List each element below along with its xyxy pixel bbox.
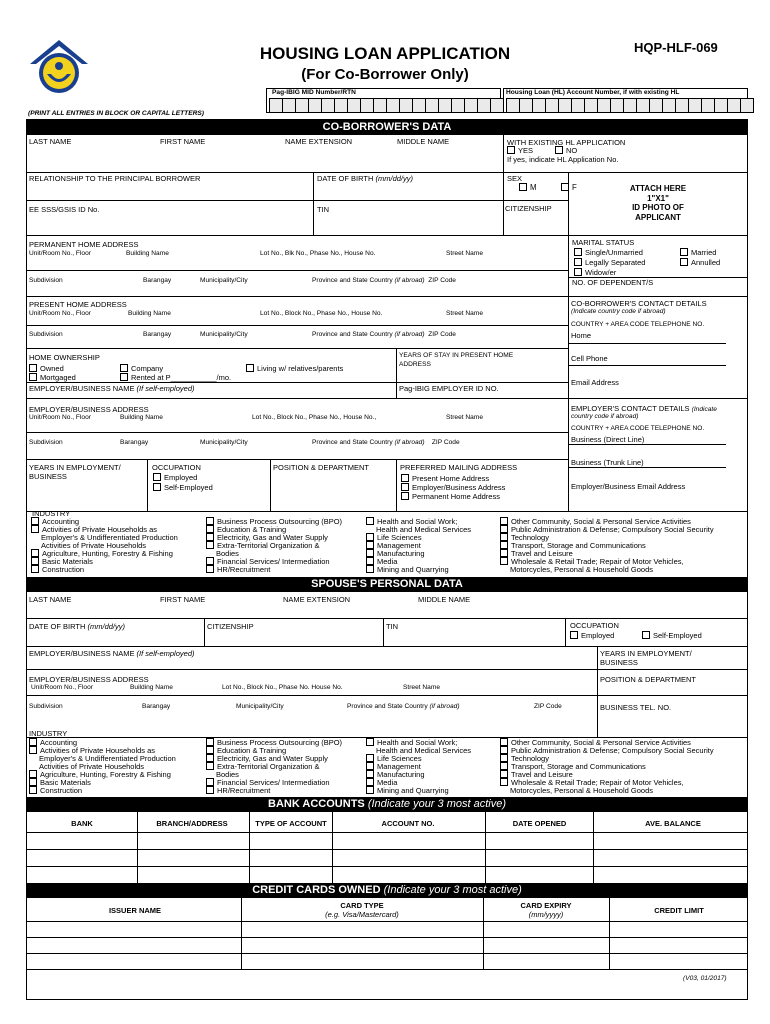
hl-number-label: Housing Loan (HL) Account Number, if with existing HL — [506, 89, 680, 96]
sp-middle-name-label: MIDDLE NAME — [418, 595, 471, 604]
industry-item[interactable]: Management — [366, 541, 421, 550]
marital-annulled[interactable]: Annulled — [680, 258, 720, 267]
mid-number-label: Pag-IBIG MID Number/RTN — [272, 89, 356, 96]
dependents-label: NO. OF DEPENDENT/S — [572, 278, 654, 287]
yes-checkbox[interactable] — [507, 146, 515, 154]
industry-item[interactable]: Manufacturing — [366, 770, 425, 779]
industry-item-cont: Motorcycles, Personal & Household Goods — [510, 786, 653, 795]
form-code: HQP-HLF-069 — [634, 40, 718, 55]
employer-name-label: EMPLOYER/BUSINESS NAME (If self-employed) — [29, 384, 195, 393]
sex-f[interactable]: F — [561, 183, 577, 192]
emp-municipality-label: Municipality/City — [200, 439, 248, 446]
emp-lot-label: Lot No., Block No., Phase No., House No., — [252, 414, 377, 421]
perm-province-label: Province and State Country (if abroad) ZIP Code — [312, 277, 456, 284]
card-col-type: CARD TYPE — [340, 901, 384, 910]
present-subdivision-label: Subdivision — [29, 331, 63, 338]
marital-label: MARITAL STATUS — [572, 238, 635, 247]
married-checkbox[interactable] — [680, 248, 688, 256]
pagibig-employer-id-label: Pag-IBIG EMPLOYER ID NO. — [399, 384, 499, 393]
sp-street-label: Street Name — [403, 684, 441, 691]
ownership-company[interactable]: Company — [120, 364, 163, 373]
industry-item[interactable]: Wholesale & Retail Trade; Repair of Motor Vehicles, — [500, 557, 684, 566]
industry-item[interactable]: Accounting — [31, 517, 79, 526]
bank-col-date: DATE OPENED — [512, 819, 567, 828]
sp-unit-label: Unit/Room No., Floor — [31, 684, 93, 691]
bank-col-branch: BRANCH/ADDRESS — [156, 819, 228, 828]
emp-street-label: Street Name — [446, 414, 484, 421]
industry-item-cont: Employer's & Undifferentiated Production — [39, 754, 176, 763]
card-col-expiry-note: (mm/yyyy) — [528, 910, 564, 919]
perm-unit-label: Unit/Room No., Floor — [29, 250, 91, 257]
contact-note: (Indicate country code if abroad) — [571, 308, 666, 315]
print-note: (PRINT ALL ENTRIES IN BLOCK OR CAPITAL LETTERS) — [28, 110, 204, 117]
card-col-issuer: ISSUER NAME — [108, 906, 162, 915]
sex-m[interactable]: M — [519, 183, 537, 192]
industry-item-cont: Activities of Private Households — [39, 762, 145, 771]
sp-building-label: Building Name — [130, 684, 173, 691]
emp-province-label: Province and State Country (if abroad) ZIP Code — [312, 439, 460, 446]
ownership-rented[interactable]: Rented at P___________/mo. — [120, 373, 231, 382]
sp-tin-label: TIN — [386, 622, 399, 631]
ee-sss-label: EE SSS/GSIS ID No. — [29, 205, 100, 214]
rented-checkbox[interactable] — [120, 373, 128, 381]
country-area-label: COUNTRY + AREA CODE TELEPHONE NO. — [571, 321, 705, 328]
photo-box: ATTACH HERE 1"X1" ID PHOTO OF APPLICANT — [629, 184, 687, 222]
industry-item[interactable]: Media — [366, 778, 397, 787]
emp-contact-note: country code if abroad) — [571, 413, 639, 420]
form-subtitle: (For Co-Borrower Only) — [301, 66, 469, 83]
industry-item[interactable]: Agriculture, Hunting, Forestry & Fishing — [29, 770, 171, 779]
present-municipality-label: Municipality/City — [200, 331, 248, 338]
sp-province-label: Province and State Country (if abroad) — [347, 703, 460, 710]
industry-item[interactable]: Transport, Storage and Communications — [500, 541, 646, 550]
owned-checkbox[interactable] — [29, 364, 37, 372]
self-employed-checkbox[interactable] — [153, 483, 161, 491]
industry-item[interactable]: Extra-Territorial Organization & — [206, 762, 320, 771]
perm-barangay-label: Barangay — [143, 277, 172, 284]
perm-lot-label: Lot No., Blk No., Phase No., House No. — [260, 250, 376, 257]
mail-employer-checkbox[interactable] — [401, 483, 409, 491]
sp-bus-tel-label: BUSINESS TEL. NO. — [600, 703, 672, 712]
emp-building-label: Building Name — [120, 414, 163, 421]
occupation-label: OCCUPATION — [152, 463, 201, 472]
sp-first-name-label: FIRST NAME — [160, 595, 206, 604]
cards-section-title: CREDIT CARDS OWNED (Indicate your 3 most active) — [26, 883, 748, 898]
present-lot-label: Lot No., Block No., Phase No., House No. — [260, 310, 383, 317]
present-unit-label: Unit/Room No., Floor — [29, 310, 91, 317]
email-label: Email Address — [571, 378, 619, 387]
living-checkbox[interactable] — [246, 364, 254, 372]
years-emp-business-label: BUSINESS — [29, 472, 67, 481]
sp-zip-label: ZIP Code — [534, 703, 562, 710]
emp-barangay-label: Barangay — [120, 439, 149, 446]
sp-name-ext-label: NAME EXTENSION — [283, 595, 351, 604]
years-stay-address-label: ADDRESS — [399, 361, 431, 368]
industry-item[interactable]: Public Administration & Defense; Compulsory Social Security — [500, 746, 714, 755]
industry-item[interactable]: Education & Training — [206, 525, 286, 534]
industry-item[interactable]: Health and Social Work; — [366, 517, 457, 526]
cb-dob-label: DATE OF BIRTH (mm/dd/yy) — [317, 174, 413, 183]
sp-occ-employed[interactable]: Employed — [570, 631, 614, 640]
emp-country-area-label: COUNTRY + AREA CODE TELEPHONE NO. — [571, 425, 705, 432]
emp-contact-label: EMPLOYER'S CONTACT DETAILS (Indicate — [571, 404, 717, 413]
sp-lot-label: Lot No., Block No., Phase No. House No. — [222, 684, 343, 691]
no-checkbox[interactable] — [555, 146, 563, 154]
industry-item[interactable]: Activities of Private Households as — [29, 746, 155, 755]
mid-number-input[interactable] — [270, 98, 504, 113]
emp-address-label: EMPLOYER/BUSINESS ADDRESS — [29, 405, 149, 414]
industry-item[interactable]: HR/Recruitment — [206, 565, 270, 574]
industry-item[interactable]: Electricity, Gas and Water Supply — [206, 754, 328, 763]
bank-col-bank: BANK — [71, 819, 93, 828]
male-checkbox[interactable] — [519, 183, 527, 191]
present-province-label: Province and State Country (if abroad) ZIP Code — [312, 331, 456, 338]
sp-years-emp-label: YEARS IN EMPLOYMENT/ — [600, 649, 692, 658]
emp-unit-label: Unit/Room No., Floor — [29, 414, 91, 421]
cb-first-name-label: FIRST NAME — [160, 137, 206, 146]
marital-married[interactable]: Married — [680, 248, 716, 257]
marital-separated[interactable]: Legally Separated — [574, 258, 645, 267]
mail-present-checkbox[interactable] — [401, 474, 409, 482]
industry-item[interactable]: Mining and Quarrying — [366, 786, 449, 795]
ownership-owned[interactable]: Owned — [29, 364, 64, 373]
industry-item[interactable]: Travel and Leisure — [500, 770, 573, 779]
sp-occ-self[interactable]: Self-Employed — [642, 631, 702, 640]
position-label: POSITION & DEPARTMENT — [273, 463, 369, 472]
industry-item[interactable]: Wholesale & Retail Trade; Repair of Motor Vehicles, — [500, 778, 684, 787]
industry-item[interactable]: Education & Training — [206, 746, 286, 755]
industry-item[interactable]: Extra-Territorial Organization & — [206, 541, 320, 550]
relationship-label: RELATIONSHIP TO THE PRINCIPAL BORROWER — [29, 174, 201, 183]
industry-item[interactable]: Business Process Outsourcing (BPO) — [206, 738, 342, 747]
co-borrower-section-title: CO-BORROWER'S DATA — [26, 120, 748, 135]
sp-occupation-label: OCCUPATION — [570, 621, 619, 630]
present-address-label: PRESENT HOME ADDRESS — [29, 300, 127, 309]
perm-building-label: Building Name — [126, 250, 169, 257]
perm-address-label: PERMANENT HOME ADDRESS — [29, 240, 139, 249]
contact-label: CO-BORROWER'S CONTACT DETAILS — [571, 299, 707, 308]
separated-checkbox[interactable] — [574, 258, 582, 266]
industry-item[interactable]: Technology — [500, 754, 549, 763]
hl-number-input[interactable] — [507, 98, 754, 113]
pagibig-logo — [28, 38, 90, 96]
industry-label-2: INDUSTRY — [29, 729, 68, 738]
cell-phone-label: Cell Phone — [571, 354, 608, 363]
industry-item[interactable]: Transport, Storage and Communications — [500, 762, 646, 771]
single-checkbox[interactable] — [574, 248, 582, 256]
industry-item[interactable]: HR/Recruitment — [206, 786, 270, 795]
present-building-label: Building Name — [128, 310, 171, 317]
mailing-label: PREFERRED MAILING ADDRESS — [400, 463, 518, 472]
sp-employer-name-label: EMPLOYER/BUSINESS NAME (If self-employed) — [29, 649, 195, 658]
cb-middle-name-label: MIDDLE NAME — [397, 137, 450, 146]
industry-item[interactable]: Travel and Leisure — [500, 549, 573, 558]
mortgaged-checkbox[interactable] — [29, 373, 37, 381]
company-checkbox[interactable] — [120, 364, 128, 372]
mail-permanent[interactable]: Permanent Home Address — [401, 492, 500, 501]
industry-item[interactable]: Electricity, Gas and Water Supply — [206, 533, 328, 542]
industry-item[interactable]: Media — [366, 557, 397, 566]
sp-citizenship-label: CITIZENSHIP — [207, 622, 254, 631]
emp-email-label: Employer/Business Email Address — [571, 482, 686, 491]
years-stay-label: YEARS OF STAY IN PRESENT HOME — [399, 352, 514, 359]
ownership-living[interactable]: Living w/ relatives/parents — [246, 364, 343, 373]
cb-citizenship-label: CITIZENSHIP — [505, 204, 552, 213]
bus-trunk-label: Business (Trunk Line) — [571, 458, 644, 467]
home-phone-label: Home — [571, 331, 592, 340]
annulled-checkbox[interactable] — [680, 258, 688, 266]
emp-subdivision-label: Subdivision — [29, 439, 63, 446]
industry-item[interactable]: Basic Materials — [31, 557, 93, 566]
industry-item-cont: Activities of Private Households — [41, 541, 147, 550]
industry-item[interactable]: Construction — [29, 786, 82, 795]
industry-item[interactable]: Activities of Private Households as — [31, 525, 157, 534]
present-barangay-label: Barangay — [143, 331, 172, 338]
industry-item-cont: Bodies — [216, 549, 239, 558]
sp-years-emp-business-label: BUSINESS — [600, 658, 638, 667]
industry-item[interactable]: Technology — [500, 533, 549, 542]
sp-dob-label: DATE OF BIRTH (mm/dd/yy) — [29, 622, 125, 631]
industry-label: INDUSTRY — [32, 509, 71, 518]
bus-direct-label: Business (Direct Line) — [571, 435, 645, 444]
card-col-expiry: CARD EXPIRY — [520, 901, 572, 910]
perm-municipality-label: Municipality/City — [200, 277, 248, 284]
present-street-label: Street Name — [446, 310, 484, 317]
industry-item[interactable]: Business Process Outsourcing (BPO) — [206, 517, 342, 526]
industry-item[interactable]: Mining and Quarrying — [366, 565, 449, 574]
industry-item[interactable]: Public Administration & Defense; Compulsory Social Security — [500, 525, 714, 534]
sex-label: SEX — [507, 174, 523, 183]
industry-item[interactable]: Other Community, Social & Personal Service Activities — [500, 738, 691, 747]
card-col-limit: CREDIT LIMIT — [654, 906, 704, 915]
cb-name-ext-label: NAME EXTENSION — [285, 137, 353, 146]
industry-item-cont: Employer's & Undifferentiated Production — [41, 533, 178, 542]
occ-employed[interactable]: Employed — [153, 473, 197, 482]
widow-checkbox[interactable] — [574, 268, 582, 276]
existing-hl-no[interactable]: NO — [555, 146, 577, 155]
industry-item-cont: Health and Medical Services — [376, 525, 472, 534]
sp-position-label: POSITION & DEPARTMENT — [600, 675, 696, 684]
bank-col-type: TYPE OF ACCOUNT — [255, 819, 327, 828]
marital-single[interactable]: Single/Unmarried — [574, 248, 643, 257]
sp-employed-checkbox[interactable] — [570, 631, 578, 639]
sp-self-employed-checkbox[interactable] — [642, 631, 650, 639]
marital-widow[interactable]: Widow/er — [574, 268, 616, 277]
industry-item[interactable]: Agriculture, Hunting, Forestry & Fishing — [31, 549, 173, 558]
sp-municipality-label: Municipality/City — [236, 703, 284, 710]
industry-item[interactable]: Life Sciences — [366, 533, 422, 542]
bank-col-account: ACCOUNT NO. — [381, 819, 435, 828]
industry-item-cont: Motorcycles, Personal & Household Goods — [510, 565, 653, 574]
years-emp-label: YEARS IN EMPLOYMENT/ — [29, 463, 121, 472]
card-col-type-note: (e.g. Visa/Mastercard) — [325, 910, 399, 919]
sp-last-name-label: LAST NAME — [29, 595, 72, 604]
industry-item[interactable]: Management — [366, 762, 421, 771]
sp-emp-address-label: EMPLOYER/BUSINESS ADDRESS — [29, 675, 149, 684]
industry-item[interactable]: Construction — [31, 565, 84, 574]
industry-item[interactable]: Other Community, Social & Personal Service Activities — [500, 517, 691, 526]
industry-item[interactable]: Financial Services/ Intermediation — [206, 778, 330, 787]
industry-item-cont: Health and Medical Services — [376, 746, 472, 755]
sp-subdivision-label: Subdivision — [29, 703, 63, 710]
ownership-mortgaged[interactable]: Mortgaged — [29, 373, 76, 382]
spouse-section-title: SPOUSE'S PERSONAL DATA — [26, 577, 748, 592]
version-label: (V03, 01/2017) — [683, 975, 727, 982]
industry-item[interactable]: Basic Materials — [29, 778, 91, 787]
occ-self-employed[interactable]: Self-Employed — [153, 483, 213, 492]
existing-hl-label: WITH EXISTING HL APPLICATION — [507, 138, 626, 147]
cb-last-name-label: LAST NAME — [29, 137, 72, 146]
industry-item[interactable]: Financial Services/ Intermediation — [206, 557, 330, 566]
bank-section-title: BANK ACCOUNTS (Indicate your 3 most active) — [26, 797, 748, 812]
mail-employer[interactable]: Employer/Business Address — [401, 483, 505, 492]
cb-tin-label: TIN — [317, 205, 330, 214]
industry-item[interactable]: Manufacturing — [366, 549, 425, 558]
perm-street-label: Street Name — [446, 250, 484, 257]
sp-barangay-label: Barangay — [142, 703, 171, 710]
perm-subdivision-label: Subdivision — [29, 277, 63, 284]
mail-permanent-checkbox[interactable] — [401, 492, 409, 500]
industry-item[interactable]: Health and Social Work; — [366, 738, 457, 747]
employed-checkbox[interactable] — [153, 473, 161, 481]
ownership-label: HOME OWNERSHIP — [29, 353, 100, 362]
existing-hl-yes[interactable]: YES — [507, 146, 533, 155]
bank-col-balance: AVE. BALANCE — [645, 819, 701, 828]
form-title: HOUSING LOAN APPLICATION — [259, 44, 511, 63]
industry-item[interactable]: Accounting — [29, 738, 77, 747]
industry-item[interactable]: Life Sciences — [366, 754, 422, 763]
mail-present[interactable]: Present Home Address — [401, 474, 489, 483]
if-yes-label: If yes, indicate HL Application No. — [507, 155, 619, 164]
industry-item-cont: Bodies — [216, 770, 239, 779]
